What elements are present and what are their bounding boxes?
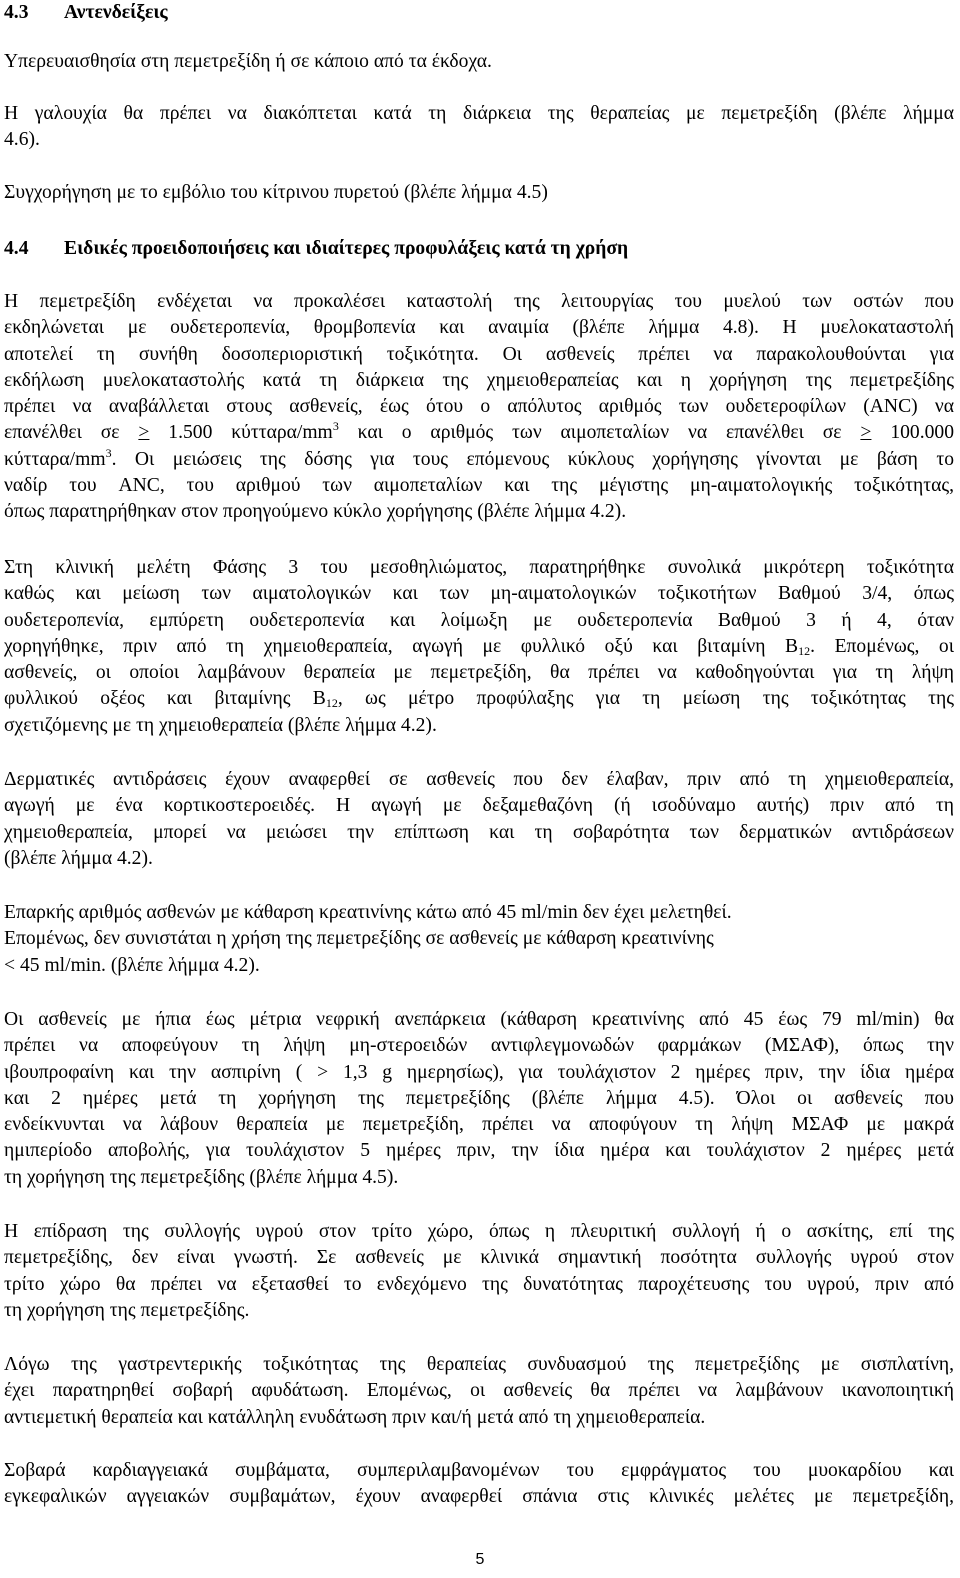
text-run: . Οι μειώσεις της δόσης για τους επόμενους κύκλους χορήγησης γίνονται με βάση το — [111, 448, 954, 470]
text-run: επανέλθει σε — [4, 422, 139, 444]
text-line: και 2 ημέρες μετά τη χορήγηση της πεμετρεξίδης (βλέπε λήμμα 4.5). Όλοι οι ασθενείς που — [4, 1087, 954, 1109]
paragraph — [4, 49, 954, 75]
paragraph — [4, 1007, 954, 1191]
text-line: αντιεμετική θεραπεία και κατάλληλη ενυδάτωση πριν και/ή μετά από τη χημειοθεραπεία. — [4, 1406, 706, 1428]
text-line: < 45 ml/min. (βλέπε λήμμα 4.2). — [4, 954, 260, 976]
greater-equal-symbol: > — [138, 422, 150, 444]
paragraph — [4, 900, 954, 979]
text-line: πεμετρεξίδης, δεν είναι γνωστή. Σε ασθενείς με κλινικά σημαντική ποσότητα συλλογής υγρού στον — [4, 1247, 954, 1269]
section-title: Ειδικές προειδοποιήσεις και ιδιαίτερες προφυλάξεις κατά τη χρήση — [64, 238, 629, 259]
text-line: εκδηλώνεται με ουδετεροπενία, θρομβοπενία και αναιμία (βλέπε λήμμα 4.8). Η μυελοκαταστολή — [4, 317, 954, 339]
text-run: 1.500 κύτταρα/mm — [149, 422, 333, 444]
text-line: αποτελεί τη συνήθη δοσοπεριοριστική τοξικότητα. Οι ασθενείς πρέπει να παρακολουθούνται για — [4, 343, 954, 365]
greater-equal-symbol: > — [860, 422, 872, 444]
text-line: τη χορήγηση της πεμετρεξίδης. — [4, 1299, 250, 1321]
text-line: όπως παρατηρήθηκαν στον προηγούμενο κύκλο χορήγησης (βλέπε λήμμα 4.2). — [4, 501, 627, 523]
superscript: 3 — [105, 445, 112, 460]
text-run: χορηγήθηκε, πριν από τη χημειοθεραπεία, αγωγή με φυλλικό οξύ και βιταμίνη B — [4, 635, 799, 657]
text-run: και ο αριθμός των αιμοπεταλίων να επανέλθει σε — [338, 422, 861, 444]
subscript: 12 — [325, 696, 338, 711]
text-line: Η γαλουχία θα πρέπει να διακόπτεται κατά τη διάρκεια της θεραπείας με πεμετρεξίδη (βλέπε λήμμα — [4, 103, 954, 124]
text-line: εκδήλωση μυελοκαταστολής κατά τη διάρκεια της χημειοθεραπείας και η χορήγηση της πεμετρεξίδης — [4, 369, 954, 391]
text-run: , ως μέτρο προφύλαξης για τη μείωση της τοξικότητας της — [337, 688, 954, 710]
text-line — [4, 447, 954, 473]
paragraph — [4, 1352, 954, 1431]
text-line: Δερματικές αντιδράσεις έχουν αναφερθεί σε ασθενείς που δεν έλαβαν, πριν από τη χημειοθεραπεία, — [4, 769, 954, 790]
paragraph — [4, 1458, 954, 1511]
superscript: 3 — [332, 419, 339, 434]
text-line: τρίτο χώρο θα πρέπει να εξετασθεί το ενδεχόμενο της δυνατότητας παροχέτευσης του υγρού, πριν από — [4, 1273, 954, 1295]
section-number: 4.3 — [4, 2, 29, 23]
text-line: 4.6). — [4, 129, 40, 151]
text-line: τη χορήγηση της πεμετρεξίδης (βλέπε λήμμα 4.5). — [4, 1166, 399, 1188]
text-line: πρέπει να αναβάλλεται στους ασθενείς, έως ότου ο απόλυτος αριθμός των ουδετεροφίλων (ANC) να — [4, 396, 954, 418]
text-line: ασθενείς, οι οποίοι λαμβάνουν θεραπεία με πεμετρεξίδη, θα πρέπει να καθοδηγούνται για τη λήψη — [4, 662, 954, 684]
text-run: 100.000 — [871, 422, 954, 444]
paragraph — [4, 555, 954, 739]
paragraph — [4, 180, 954, 206]
text-line: Στη κλινική μελέτη Φάσης 3 του μεσοθηλιώματος, παρατηρήθηκε συνολικά μικρότερη τοξικότητα — [4, 557, 954, 578]
text-line: εγκεφαλικών αγγειακών συμβαμάτων, έχουν αναφερθεί σπάνια στις κλινικές μελέτες με πεμετρεξίδη, — [4, 1486, 954, 1508]
text-line: Επομένως, δεν συνιστάται η χρήση της πεμετρεξίδης σε ασθενείς με κάθαρση κρεατινίνης — [4, 928, 714, 950]
paragraph — [4, 1219, 954, 1324]
text-line: έχει παρατηρηθεί σοβαρή αφυδάτωση. Επομένως, οι ασθενείς θα πρέπει να λαμβάνουν ικανοποιητική — [4, 1380, 954, 1402]
text-line: (βλέπε λήμμα 4.2). — [4, 847, 153, 869]
text-line: Σοβαρά καρδιαγγειακά συμβάματα, συμπεριλαμβανομένων του εμφράγματος του μυοκαρδίου και — [4, 1460, 954, 1481]
text-line: ενδείκνυνται να λάβουν θεραπεία με πεμετρεξίδη, πρέπει να αποφύγουν τη λήψη ΜΣΑΦ με μακρά — [4, 1114, 954, 1136]
text-line: Επαρκής αριθμός ασθενών με κάθαρση κρεατινίνης κάτω από 45 ml/min δεν έχει μελετηθεί. — [4, 902, 732, 923]
text-line: Η επίδραση της συλλογής υγρού στον τρίτο χώρο, όπως η πλευριτική συλλογή ή ο ασκίτης, επί της — [4, 1221, 954, 1242]
text-line: ναδίρ του ANC, του αριθμού των αιμοπεταλίων και της μέγιστης μη-αιματολογικής τοξικότητας, — [4, 475, 954, 497]
text-line: αγωγή με ένα κορτικοστεροειδές. Η αγωγή με δεξαμεθαζόνη (ή ισοδύναμο αυτής) πριν από τη — [4, 795, 954, 817]
subscript: 12 — [798, 643, 811, 658]
text-line: καθώς και μείωση των αιματολογικών και των μη-αιματολογικών τοξικοτήτων Βαθμού 3/4, όπως — [4, 583, 954, 605]
text-run: κύτταρα/mm — [4, 448, 106, 470]
text-line: Λόγω της γαστρεντερικής τοξικότητας της θεραπείας συνδυασμού της πεμετρεξίδης με σισπλατίνη, — [4, 1354, 954, 1375]
text-line: Οι ασθενείς με ήπια έως μέτρια νεφρική ανεπάρκεια (κάθαρση κρεατινίνης από 45 έως 79 ml/min) θα — [4, 1009, 954, 1030]
text-line: σχετιζόμενης με τη χημειοθεραπεία (βλέπε λήμμα 4.2). — [4, 714, 437, 736]
text-line — [4, 686, 954, 712]
text-line: πρέπει να αποφεύγουν τη λήψη μη-στεροειδών αντιφλεγμονωδών φαρμάκων (ΜΣΑΦ), όπως την — [4, 1035, 954, 1057]
text-line: Η πεμετρεξίδη ενδέχεται να προκαλέσει καταστολή της λειτουργίας του μυελού των οστών που — [4, 291, 954, 312]
page-number: 5 — [475, 1551, 485, 1568]
section-heading-4-4 — [4, 236, 628, 262]
text-line: ημιπερίοδο αποβολής, για τουλάχιστον 5 ημέρες πριν, την ίδια ημέρα και τουλάχιστον 2 ημέρες μετά — [4, 1140, 954, 1162]
text-line: ιβουπροφαίνη και την ασπιρίνη ( > 1,3 g ημερησίως), για τουλάχιστον 2 ημέρες πριν, την ίδια ημέρα — [4, 1061, 954, 1083]
paragraph — [4, 101, 954, 154]
paragraph — [4, 767, 954, 872]
text-line: ουδετεροπενία, εμπύρετη ουδετεροπενία και λοίμωξη με ουδετεροπενία Βαθμού 3 ή 4, όταν — [4, 609, 954, 631]
text-line: χημειοθεραπεία, μπορεί να μειώσει την επίπτωση και τη σοβαρότητα των δερματικών αντιδράσεων — [4, 821, 954, 843]
text-line — [4, 634, 954, 660]
text-run: . Επομένως, οι — [810, 635, 954, 657]
section-title: Αντενδείξεις — [64, 2, 168, 23]
text-line — [4, 420, 954, 446]
section-heading-4-3 — [4, 0, 168, 26]
text-line: Υπερευαισθησία στη πεμετρεξίδη ή σε κάποιο από τα έκδοχα. — [4, 51, 492, 72]
section-number: 4.4 — [4, 238, 29, 259]
text-run: φυλλικού οξέος και βιταμίνης B — [4, 688, 326, 710]
text-line: Συγχορήγηση με το εμβόλιο του κίτρινου πυρετού (βλέπε λήμμα 4.5) — [4, 182, 548, 203]
paragraph — [4, 289, 954, 526]
